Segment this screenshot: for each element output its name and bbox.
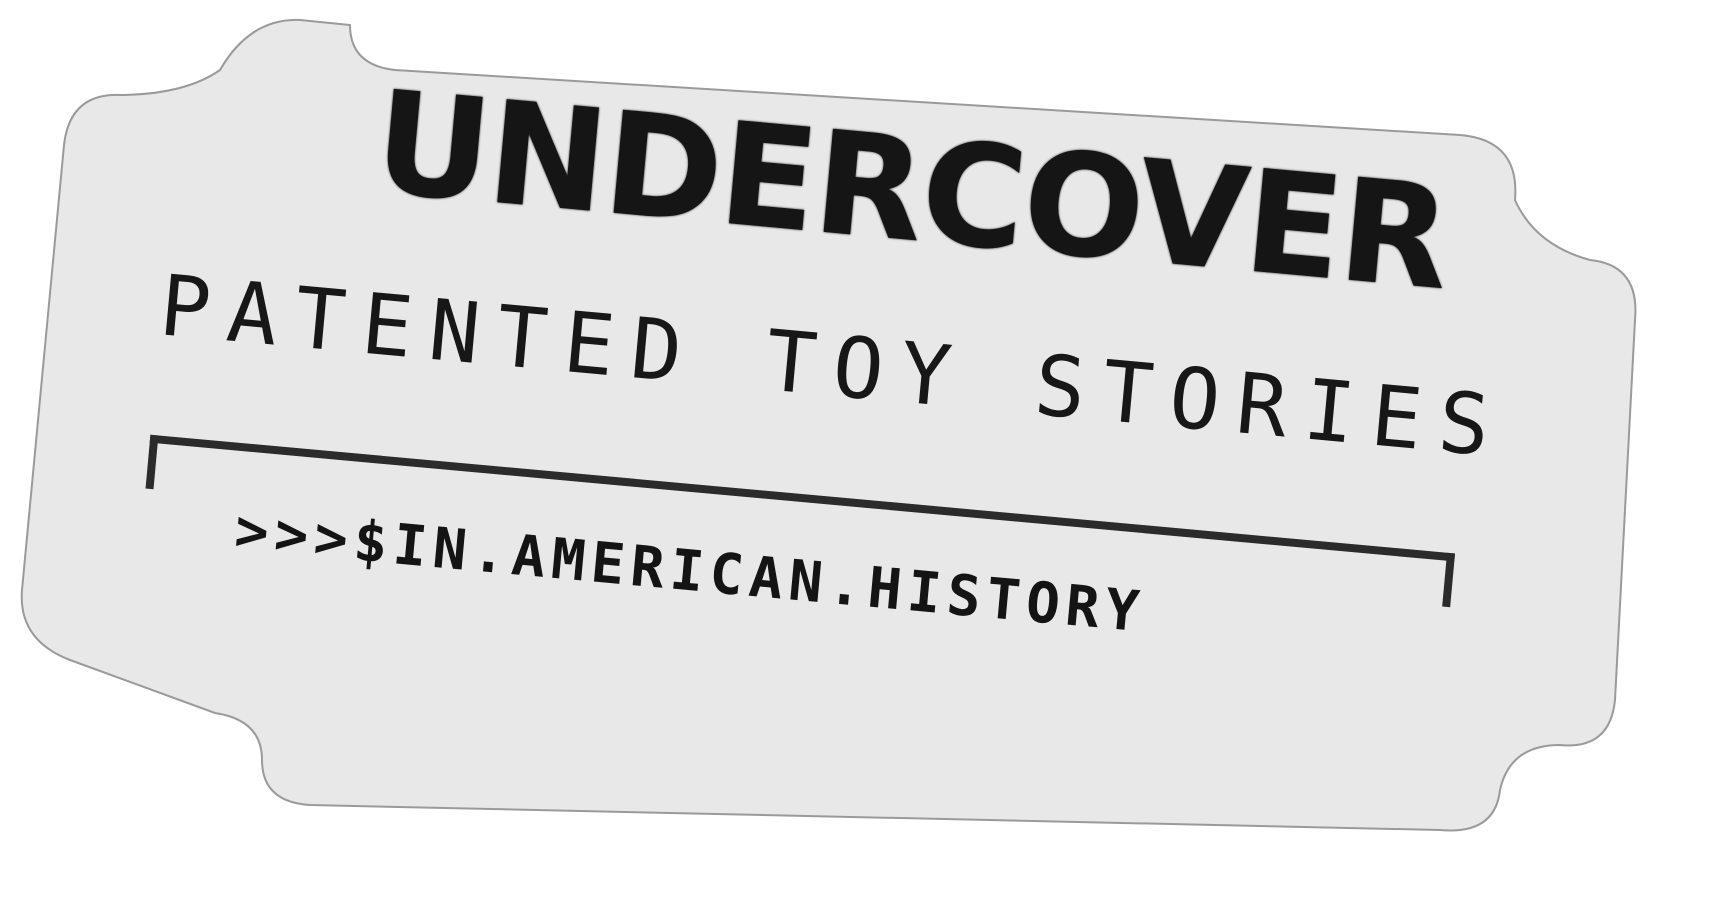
subtitle-text: PATENTED TOY STORIES	[155, 256, 1511, 477]
title-text: UNDERCOVER	[368, 60, 1455, 323]
tagline-text: >>>$IN.AMERICAN.HISTORY	[232, 497, 1148, 646]
